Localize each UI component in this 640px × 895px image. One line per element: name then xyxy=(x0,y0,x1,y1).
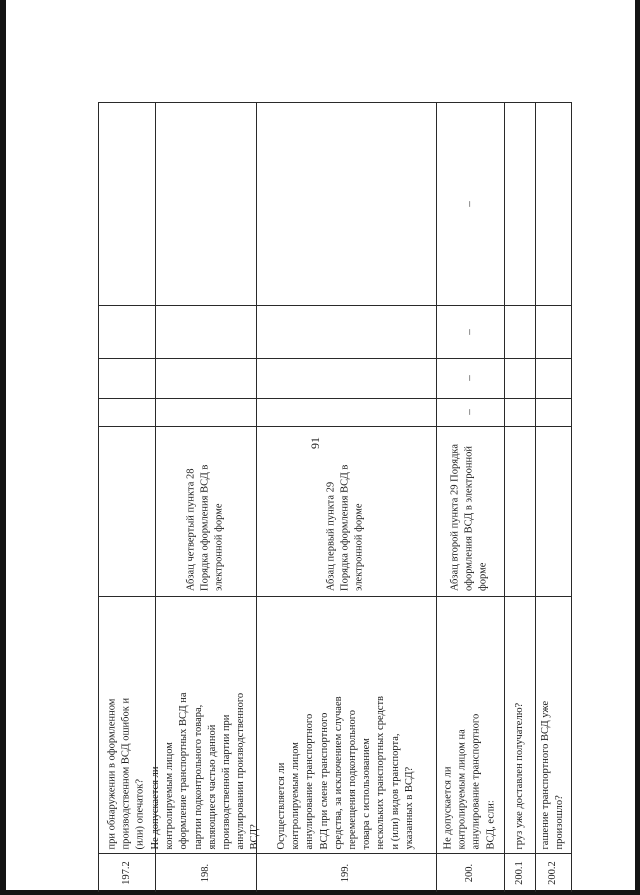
page-number: 91 xyxy=(308,437,322,449)
row-id-cell xyxy=(155,853,256,892)
reference-cell xyxy=(256,426,436,596)
question-text: груз уже доставлен получателю? xyxy=(513,702,525,849)
row-id-cell xyxy=(256,853,436,892)
row-id-cell xyxy=(98,853,155,892)
question-cell xyxy=(504,596,535,853)
question-text: гашение транспортного ВСД уже произошло? xyxy=(539,700,565,849)
scan-edge-right xyxy=(635,0,640,895)
row-id: 199. xyxy=(340,863,351,882)
reference-text: Абзац первый пункта 29 Порядка оформления ВСД в электронной форме xyxy=(325,464,366,591)
mark-cell xyxy=(436,398,504,426)
row-id: 198. xyxy=(199,863,211,882)
row-id: 200. xyxy=(464,863,475,882)
mark-cell xyxy=(436,305,504,358)
question-text: при обнаружении в оформленном производственном ВСД ошибок и (или) опечаток? xyxy=(106,697,146,849)
table-border-right xyxy=(571,102,572,892)
row-id: 200.2 xyxy=(547,860,558,885)
mark-cell xyxy=(436,358,504,398)
question-text: Не допускается ли контролируемым лицом на аннулирование транспортного ВСД, если: xyxy=(442,713,497,849)
question-cell xyxy=(149,596,261,853)
mark-dash: – xyxy=(463,375,476,381)
reference-cell xyxy=(155,426,256,596)
row-id: 200.1 xyxy=(513,860,525,885)
mark-dash: – xyxy=(463,328,476,335)
question-text: Осуществляется ли контролируемым лицом аннулирование транспортного ВСД при смене транспортного средства, за исключением случаев перемещения подконтрольного товара с использованием нескольких транспортных средств и (или) видов транспорта, указанных в ВСД? xyxy=(275,695,415,849)
question-text: Не допускается ли контролируемым лицом оформление транспортных ВСД на партии подконтрольного товара, являющиеся частью данной производственной партии при аннулировании производственного ВСД? xyxy=(149,691,261,849)
row-id-cell xyxy=(436,853,504,892)
row-id: 197.2 xyxy=(120,860,132,885)
scan-edge-left xyxy=(0,0,6,895)
checklist-table xyxy=(98,102,572,892)
mark-cell xyxy=(436,102,504,305)
question-cell xyxy=(256,596,436,853)
reference-text: Абзац второй пункта 29 Порядка оформления ВСД в электронной форме xyxy=(449,443,490,591)
reference-text: Абзац четвертый пункта 28 Порядка оформления ВСД в электронной форме xyxy=(185,464,225,591)
question-cell xyxy=(436,596,504,853)
reference-cell xyxy=(436,426,504,596)
question-cell xyxy=(98,596,155,853)
row-id-cell xyxy=(504,853,535,892)
question-cell xyxy=(535,596,571,853)
mark-dash: – xyxy=(463,409,476,415)
mark-dash: – xyxy=(463,200,476,207)
row-id-cell xyxy=(535,853,571,892)
